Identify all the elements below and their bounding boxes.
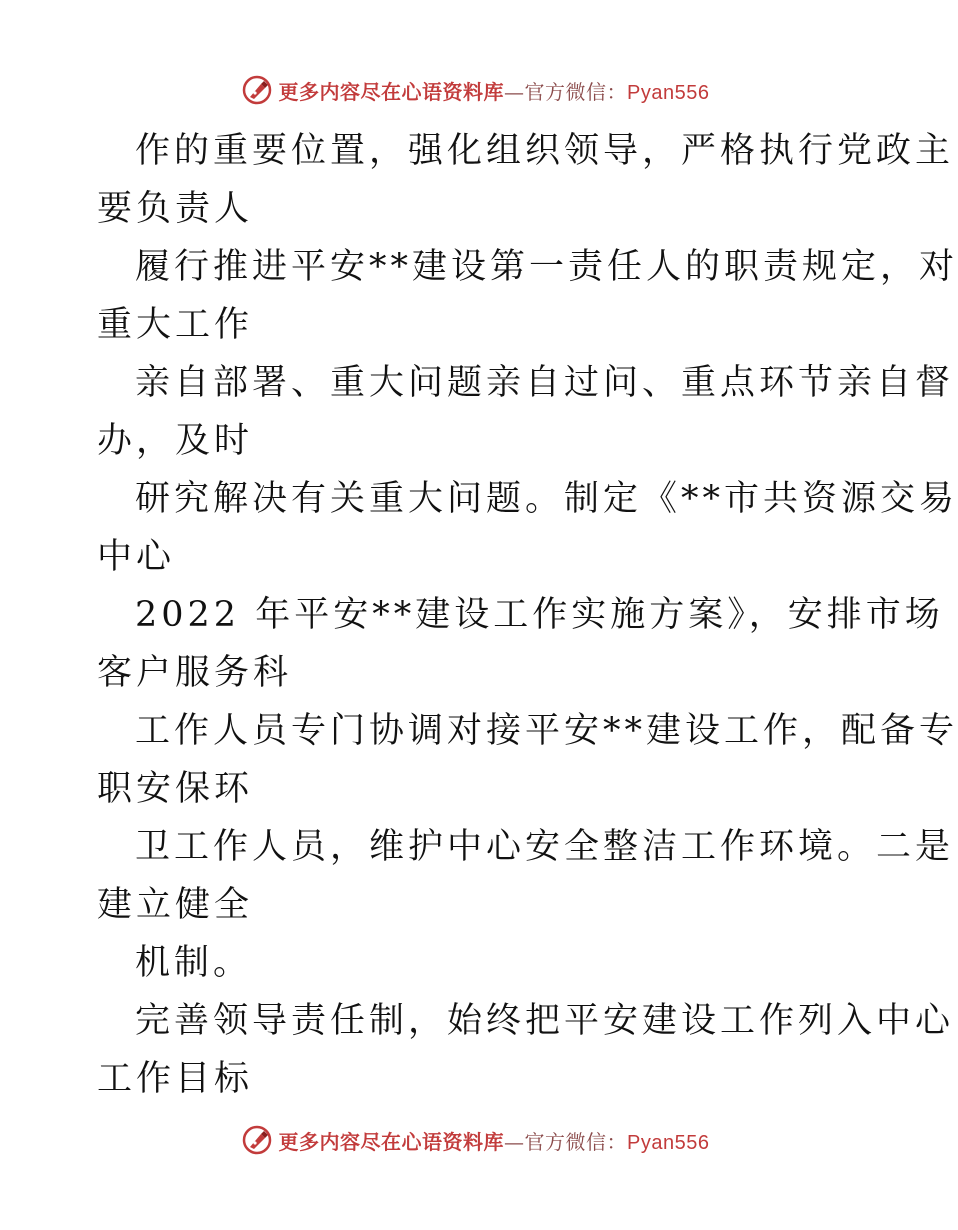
body-line: 履行推进平安**建设第一责任人的职责规定，对 bbox=[135, 247, 958, 287]
body-line: 客户服务科 bbox=[97, 653, 293, 693]
body-line: 机制。 bbox=[135, 943, 253, 983]
footer-banner bbox=[0, 1120, 950, 1160]
body-line: 重大工作 bbox=[97, 305, 254, 345]
pen-nib-logo-icon bbox=[241, 1124, 273, 1156]
body-line: 要负责人 bbox=[97, 189, 254, 229]
pen-nib-logo-icon bbox=[241, 74, 273, 106]
header-banner-main: 更多内容尽在心语资料库 bbox=[278, 79, 505, 104]
body-line: 中心 bbox=[97, 537, 176, 577]
footer-banner-main: 更多内容尽在心语资料库 bbox=[278, 1129, 505, 1154]
body-line: 研究解决有关重大问题。制定《**市共资源交易 bbox=[135, 479, 958, 519]
header-banner-sep: —官方微信： bbox=[504, 79, 628, 104]
header-banner bbox=[0, 70, 950, 110]
body-line: 亲自部署、重大问题亲自过问、重点环节亲自督 bbox=[135, 363, 955, 403]
body-line: 作的重要位置，强化组织领导，严格执行党政主 bbox=[135, 131, 955, 171]
body-line: 工作人员专门协调对接平安**建设工作，配备专 bbox=[135, 711, 958, 751]
header-banner-id: Pyan556 bbox=[627, 81, 710, 104]
footer-banner-id: Pyan556 bbox=[627, 1131, 710, 1154]
body-line: 工作目标 bbox=[97, 1059, 254, 1099]
body-line: 办，及时 bbox=[97, 421, 254, 461]
footer-banner-text bbox=[279, 1126, 710, 1155]
body-line: 完善领导责任制，始终把平安建设工作列入中心 bbox=[135, 1001, 955, 1041]
header-banner-text bbox=[279, 76, 710, 105]
body-line: 建立健全 bbox=[97, 885, 254, 925]
body-line: 2022 年平安**建设工作实施方案》，安排市场 bbox=[135, 595, 944, 635]
footer-banner-sep: —官方微信： bbox=[504, 1129, 628, 1154]
body-line: 职安保环 bbox=[97, 769, 254, 809]
body-line: 卫工作人员，维护中心安全整洁工作环境。二是 bbox=[135, 827, 955, 867]
document-body bbox=[97, 122, 958, 1108]
